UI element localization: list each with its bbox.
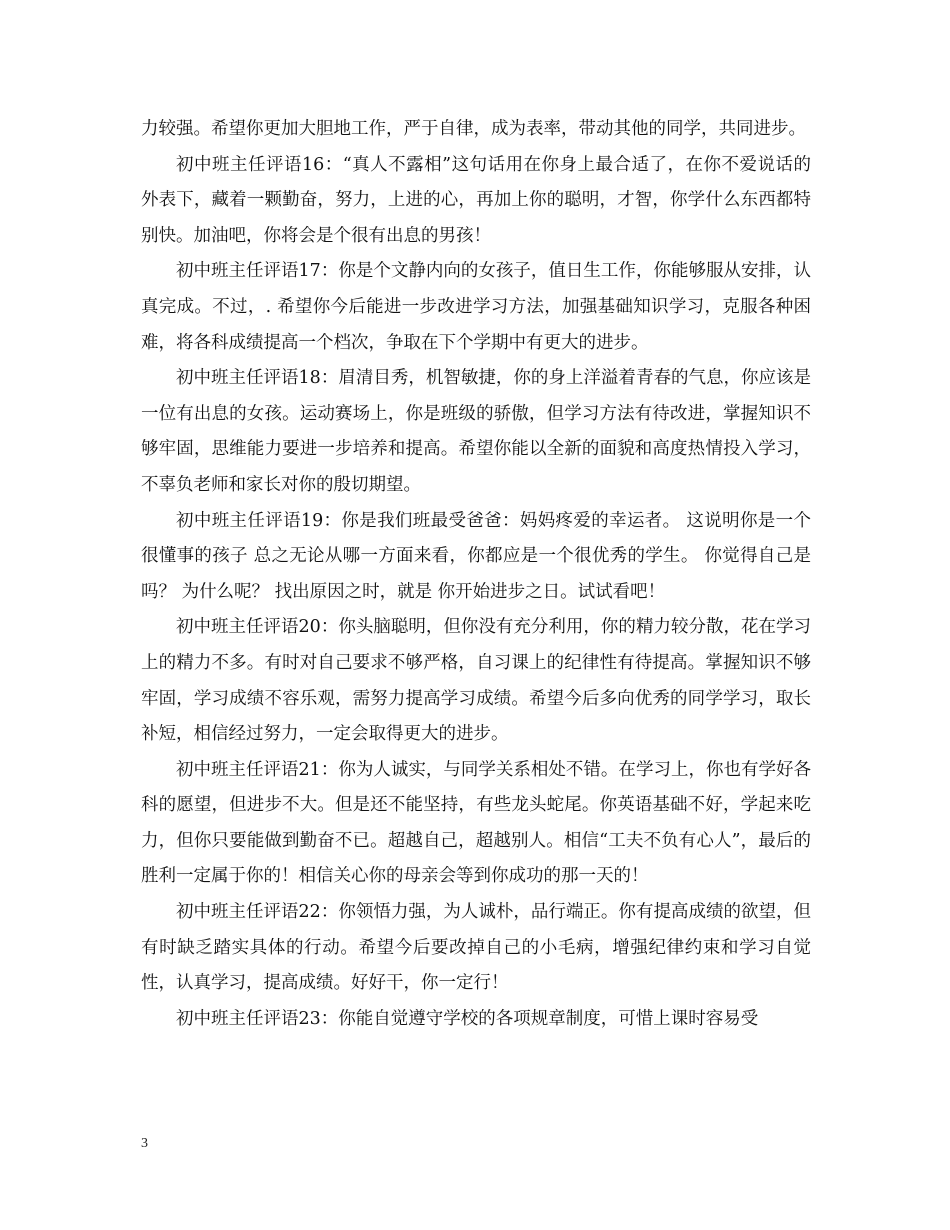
paragraph-continuation: 力较强。希望你更加大胆地工作，严于自律，成为表率，带动其他的同学，共同进步。 [141, 119, 806, 139]
page-number: 3 [141, 1136, 148, 1151]
paragraph-comment-21: 初中班主任评语21：你为人诚实，与同学关系相处不错。在学习上，你也有学好各科的愿望，但进步不大。但是还不能坚持，有些龙头蛇尾。你英语基础不好，学起来吃力，但你只要能做到勤奋不已。超越自己，超越别人。相信“工夫不负有心人”，最后的胜利一定属于你的！相信关心你的母亲会等到你成功的那一天的！ [141, 759, 811, 887]
paragraph-comment-18: 初中班主任评语18：眉清目秀，机智敏捷，你的身上洋溢着青春的气息，你应该是一位有出息的女孩。运动赛场上，你是班级的骄傲，但学习方法有待改进，掌握知识不够牢固，思维能力要进一步培养和提高。希望你能以全新的面貌和高度热情投入学习，不辜负老师和家长对你的殷切期望。 [141, 368, 811, 495]
paragraph-comment-20: 初中班主任评语20：你头脑聪明，但你没有充分利用，你的精力较分散，花在学习上的精力不多。有时对自己要求不够严格，自习课上的纪律性有待提高。掌握知识不够牢固，学习成绩不容乐观，需努力提高学习成绩。希望今后多向优秀的同学学习，取长补短，相信经过努力，一定会取得更大的进步。 [141, 617, 811, 745]
paragraph-comment-22: 初中班主任评语22：你领悟力强，为人诚朴，品行端正。你有提高成绩的欲望，但有时缺乏踏实具体的行动。希望今后要改掉自己的小毛病，增强纪律约束和学习自觉性，认真学习，提高成绩。好好干，你一定行！ [141, 902, 811, 994]
paragraph-comment-17: 初中班主任评语17：你是个文静内向的女孩子，值日生工作，你能够服从安排，认真完成。不过，. 希望你今后能进一步改进学习方法，加强基础知识学习，克服各种困难，将各科成绩提高一个档次，争取在下个学期中有更大的进步。 [141, 261, 811, 353]
document-body [141, 112, 811, 1037]
paragraph-comment-16: 初中班主任评语16：“真人不露相”这句话用在你身上最合适了，在你不爱说话的外表下，藏着一颗勤奋，努力，上进的心，再加上你的聪明，才智，你学什么东西都特别快。加油吧，你将会是个很有出息的男孩！ [141, 154, 811, 246]
paragraph-comment-19: 初中班主任评语19：你是我们班最受爸爸：妈妈疼爱的幸运者。 这说明你是一个很懂事的孩子 总之无论从哪一方面来看，你都应是一个很优秀的学生。 你觉得自己是吗？ 为什么呢？ 找出原因之时，就是 你开始进步之日。试试看吧！ [141, 510, 811, 602]
paragraph-comment-23: 初中班主任评语23：你能自觉遵守学校的各项规章制度，可惜上课时容易受 [176, 1008, 759, 1029]
